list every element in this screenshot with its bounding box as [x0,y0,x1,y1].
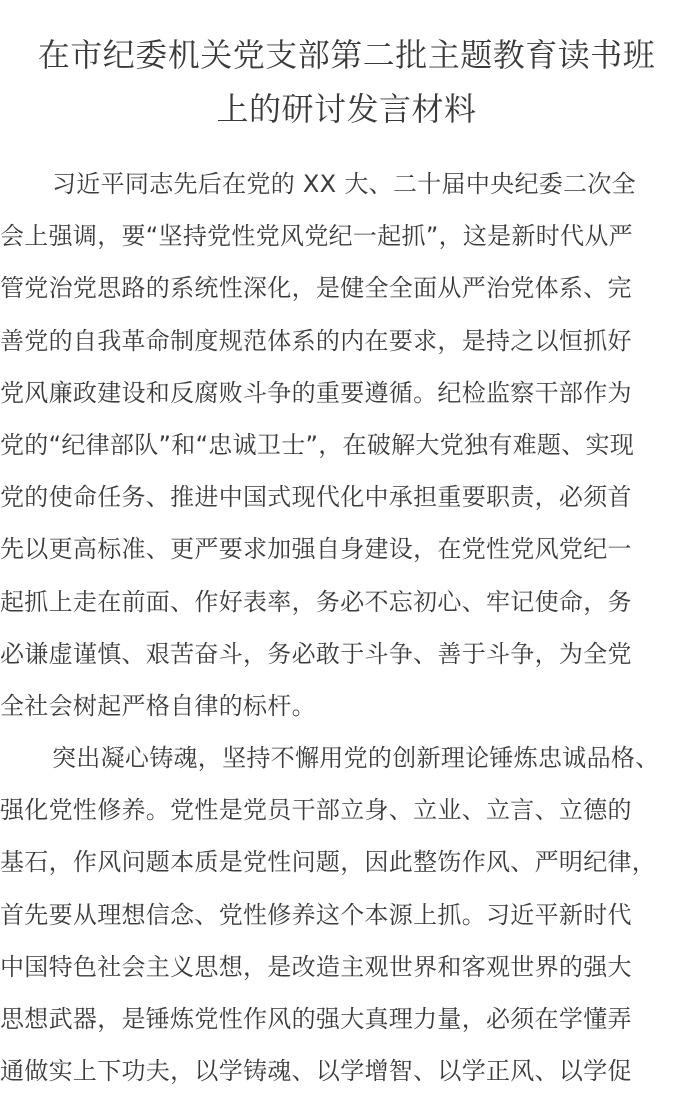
text-line: 首先要从理想信念、党性修养这个本源上抓。习近平新时代 [0,900,632,929]
title-line: 在市纪委机关党支部第二批主题教育读书班 [37,36,656,74]
text-line: 中国特色社会主义思想，是改造主观世界和客观世界的强大 [0,952,632,981]
paragraph [0,158,693,732]
text-line: 基石，作风问题本质是党性问题，因此整饬作风、严明纪律， [0,848,657,877]
article-body [0,158,693,1097]
text-line: 会上强调，要“坚持党性党风党纪一起抓”，这是新时代从严 [0,222,633,251]
text-line: 善党的自我革命制度规范体系的内在要求，是持之以恒抓好 [0,326,632,355]
text-line: 起抓上走在前面、作好表率，务必不忘初心、牢记使命，务 [0,587,632,616]
paragraph [0,732,693,1097]
text-line: 党的使命任务、推进中国式现代化中承担重要职责，必须首 [0,483,632,512]
text-line: 习近平同志先后在党的 XX 大、二十届中央纪委二次全 [52,170,636,198]
text-line: 先以更高标准、更严要求加强自身建设，在党性党风党纪一 [0,535,632,564]
text-line: 全社会树起严格自律的标杆。 [0,691,316,720]
page-title [0,28,693,136]
title-line: 上的研讨发言材料 [216,90,477,128]
text-line: 党风廉政建设和反腐败斗争的重要遵循。纪检监察干部作为 [0,378,632,407]
text-line: 必谦虚谨慎、艰苦奋斗，务必敢于斗争、善于斗争，为全党 [0,639,632,668]
text-line: 强化党性修养。党性是党员干部立身、立业、立言、立德的 [0,796,632,825]
text-line: 突出凝心铸魂，坚持不懈用党的创新理论锤炼忠诚品格、 [52,744,660,773]
text-line: 党的“纪律部队”和“忠诚卫士”，在破解大党独有难题、实现 [0,430,635,459]
text-line: 管党治党思路的系统性深化，是健全全面从严治党体系、完 [0,274,632,303]
text-line: 通做实上下功夫，以学铸魂、以学增智、以学正风、以学促 [0,1057,632,1086]
text-line: 思想武器，是锤炼党性作风的强大真理力量，必须在学懂弄 [0,1005,632,1033]
